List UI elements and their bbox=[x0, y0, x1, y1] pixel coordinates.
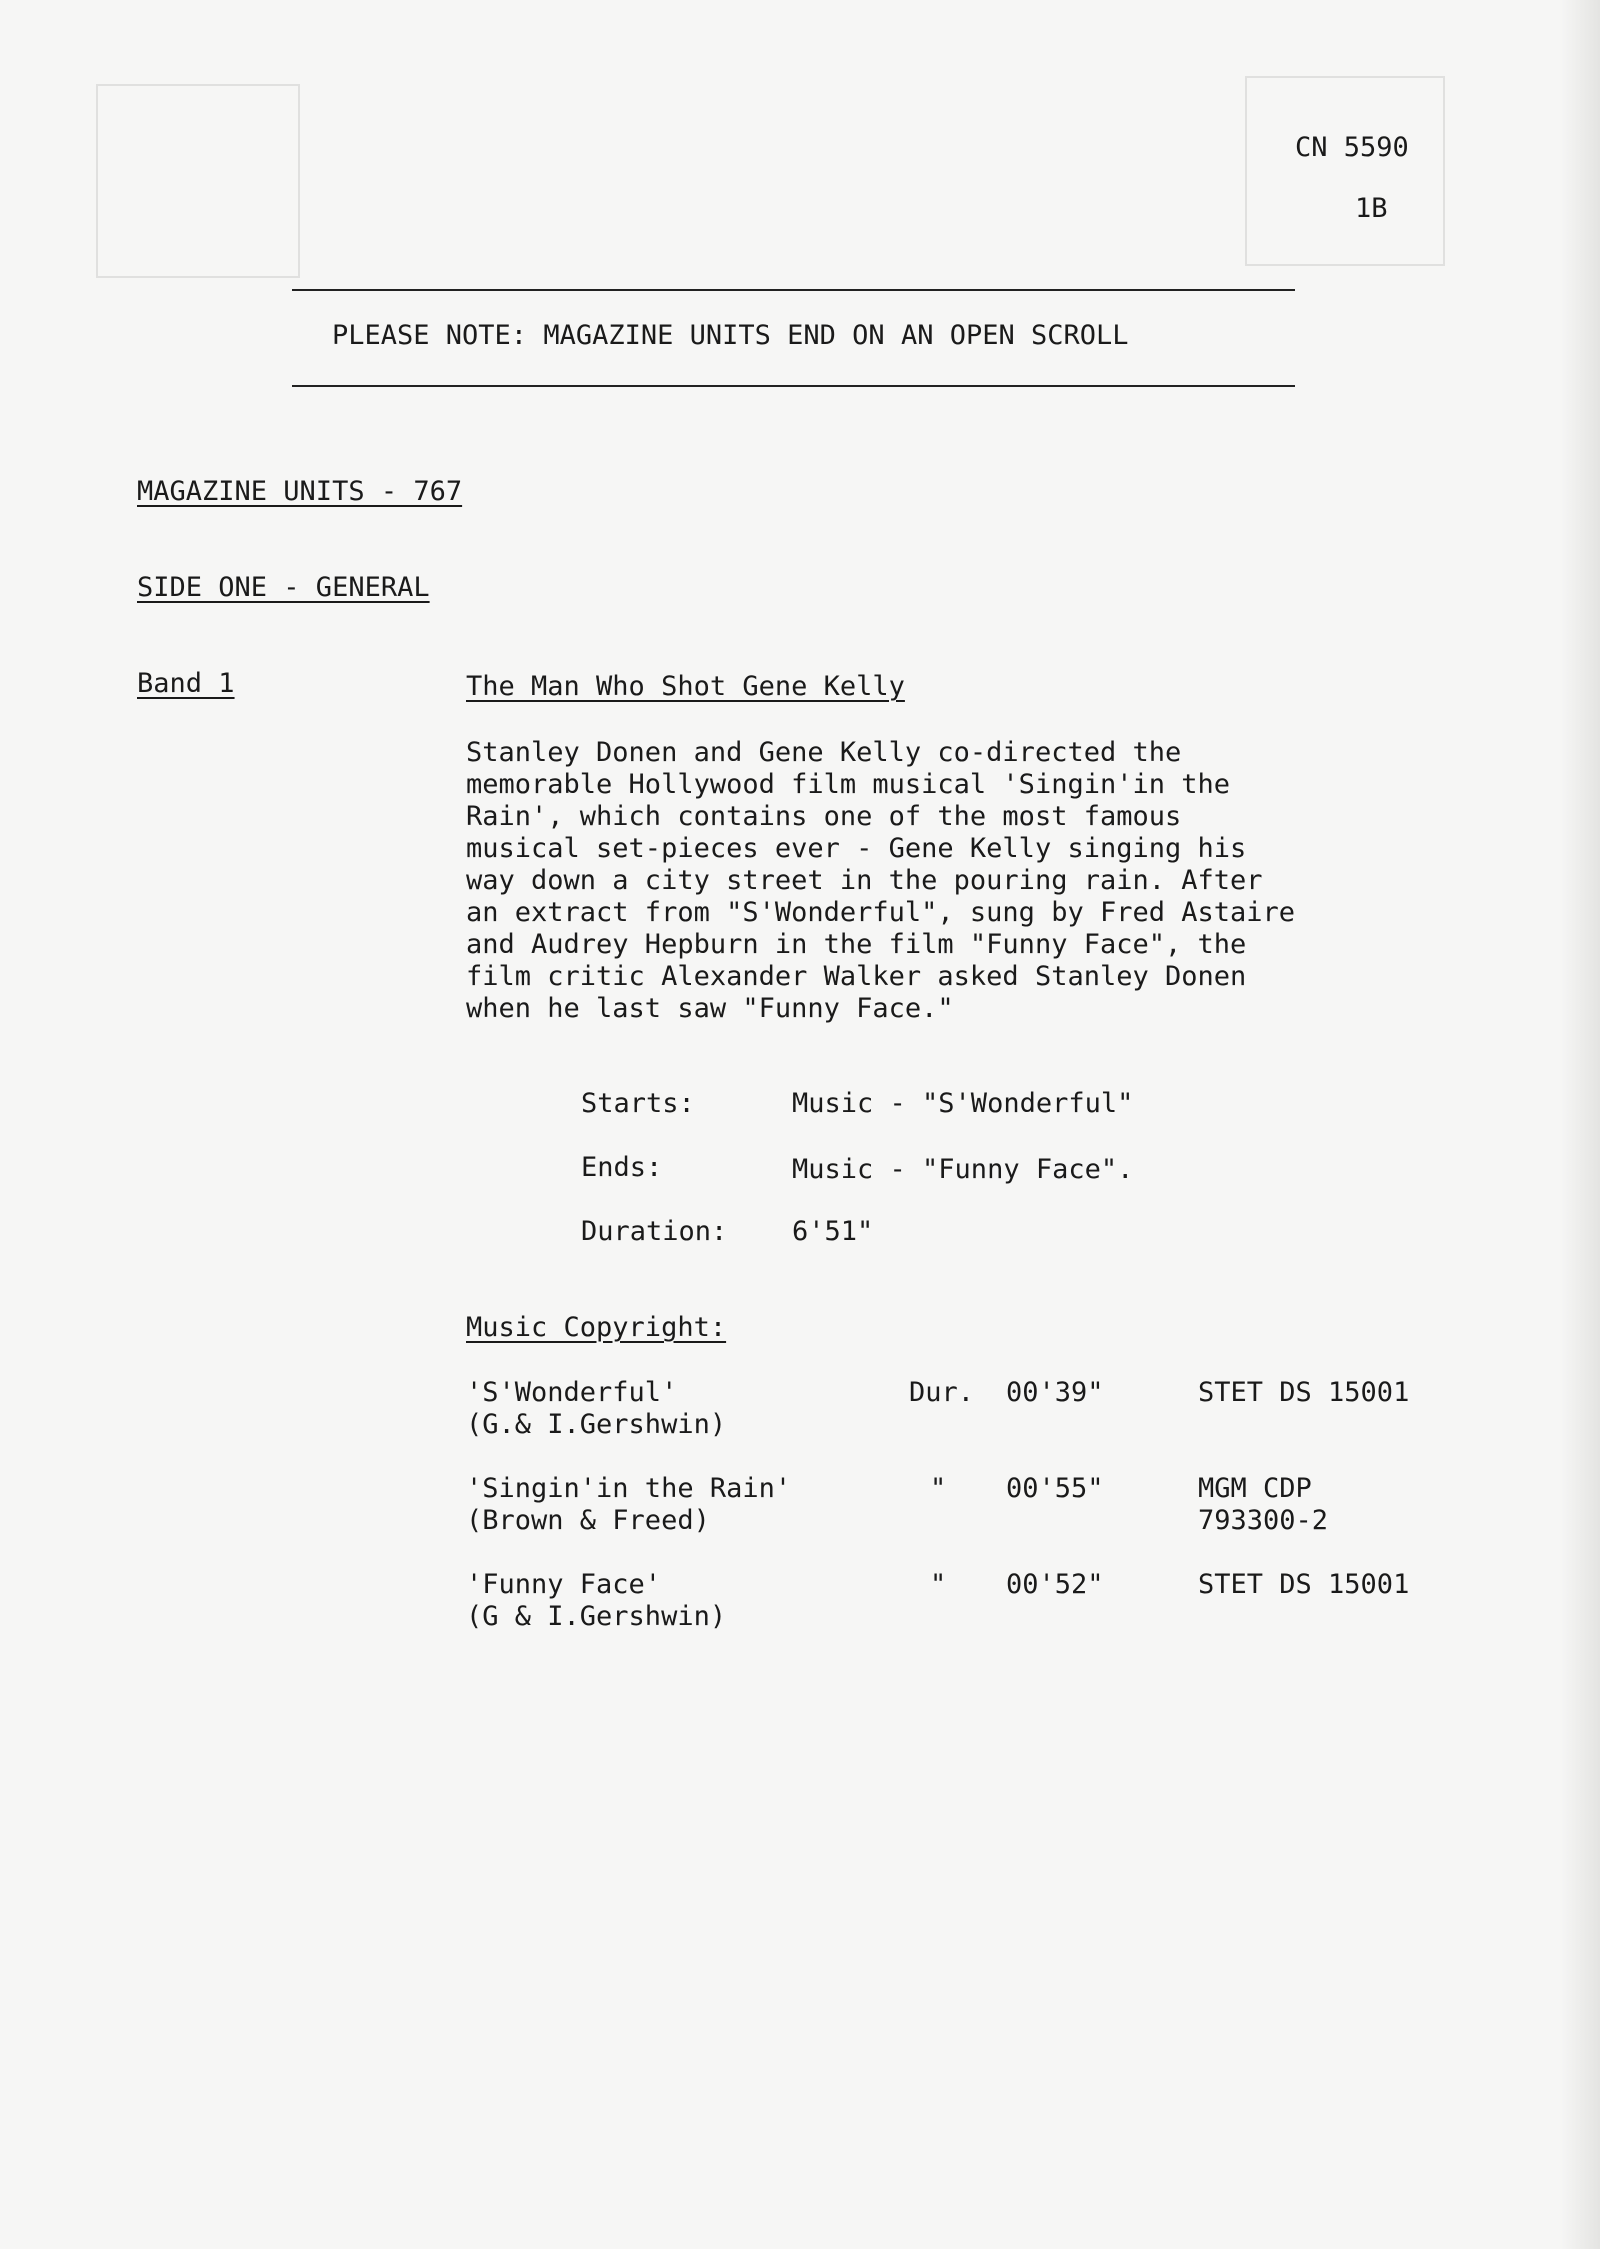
copyright-composer: (G.& I.Gershwin) bbox=[466, 1409, 727, 1440]
description-line: musical set-pieces ever - Gene Kelly singing his bbox=[466, 833, 1247, 864]
band-label: Band 1 bbox=[137, 668, 235, 699]
ends-value: Music - "Funny Face". bbox=[792, 1154, 1134, 1185]
bleed-through-logo bbox=[1245, 76, 1445, 266]
description-line: film critic Alexander Walker asked Stanley Donen bbox=[466, 961, 1247, 992]
description-line: way down a city street in the pouring rain. After bbox=[466, 865, 1263, 896]
paper-edge-shadow bbox=[1560, 0, 1600, 2249]
copyright-composer: (G & I.Gershwin) bbox=[466, 1601, 727, 1632]
starts-label: Starts: bbox=[581, 1088, 695, 1119]
side-code: 1B bbox=[1355, 193, 1388, 224]
description-line: an extract from "S'Wonderful", sung by Fred Astaire bbox=[466, 897, 1296, 928]
copyright-dur-label: Dur. bbox=[909, 1377, 975, 1408]
copyright-heading: Music Copyright: bbox=[466, 1312, 727, 1343]
description-line: Rain', which contains one of the most famous bbox=[466, 801, 1182, 832]
section-title: MAGAZINE UNITS - 767 bbox=[137, 476, 463, 507]
copyright-duration: 00'55" bbox=[1006, 1473, 1104, 1504]
copyright-title: 'Singin'in the Rain' bbox=[466, 1473, 792, 1504]
copyright-composer: (Brown & Freed) bbox=[466, 1505, 710, 1536]
note-top-rule bbox=[292, 289, 1295, 291]
ends-label: Ends: bbox=[581, 1152, 663, 1183]
copyright-record-label: STET DS 15001 bbox=[1198, 1569, 1410, 1600]
open-scroll-note: PLEASE NOTE: MAGAZINE UNITS END ON AN OPEN SCROLL bbox=[332, 320, 1129, 351]
copyright-duration: 00'52" bbox=[1006, 1569, 1104, 1600]
copyright-dur-label: " bbox=[930, 1569, 947, 1600]
copyright-duration: 00'39" bbox=[1006, 1377, 1104, 1408]
description-line: memorable Hollywood film musical 'Singin'in the bbox=[466, 769, 1231, 800]
copyright-title: 'Funny Face' bbox=[466, 1569, 662, 1600]
copyright-title: 'S'Wonderful' bbox=[466, 1377, 678, 1408]
note-bottom-rule bbox=[292, 385, 1295, 387]
bleed-through-box bbox=[96, 84, 300, 278]
copyright-dur-label: " bbox=[930, 1473, 947, 1504]
copyright-record-number: 793300-2 bbox=[1198, 1505, 1329, 1536]
band-title: The Man Who Shot Gene Kelly bbox=[466, 671, 905, 702]
catalogue-number: CN 5590 bbox=[1295, 132, 1409, 163]
starts-value: Music - "S'Wonderful" bbox=[792, 1088, 1134, 1119]
description-line: and Audrey Hepburn in the film "Funny Face", the bbox=[466, 929, 1247, 960]
duration-label: Duration: bbox=[581, 1216, 728, 1247]
side-title: SIDE ONE - GENERAL bbox=[137, 572, 430, 603]
copyright-record-label: STET DS 15001 bbox=[1198, 1377, 1410, 1408]
description-line: Stanley Donen and Gene Kelly co-directed the bbox=[466, 737, 1182, 768]
band-description bbox=[466, 737, 1600, 1025]
copyright-record-label: MGM CDP bbox=[1198, 1473, 1312, 1504]
description-line: when he last saw "Funny Face." bbox=[466, 993, 954, 1024]
duration-value: 6'51" bbox=[792, 1216, 874, 1247]
